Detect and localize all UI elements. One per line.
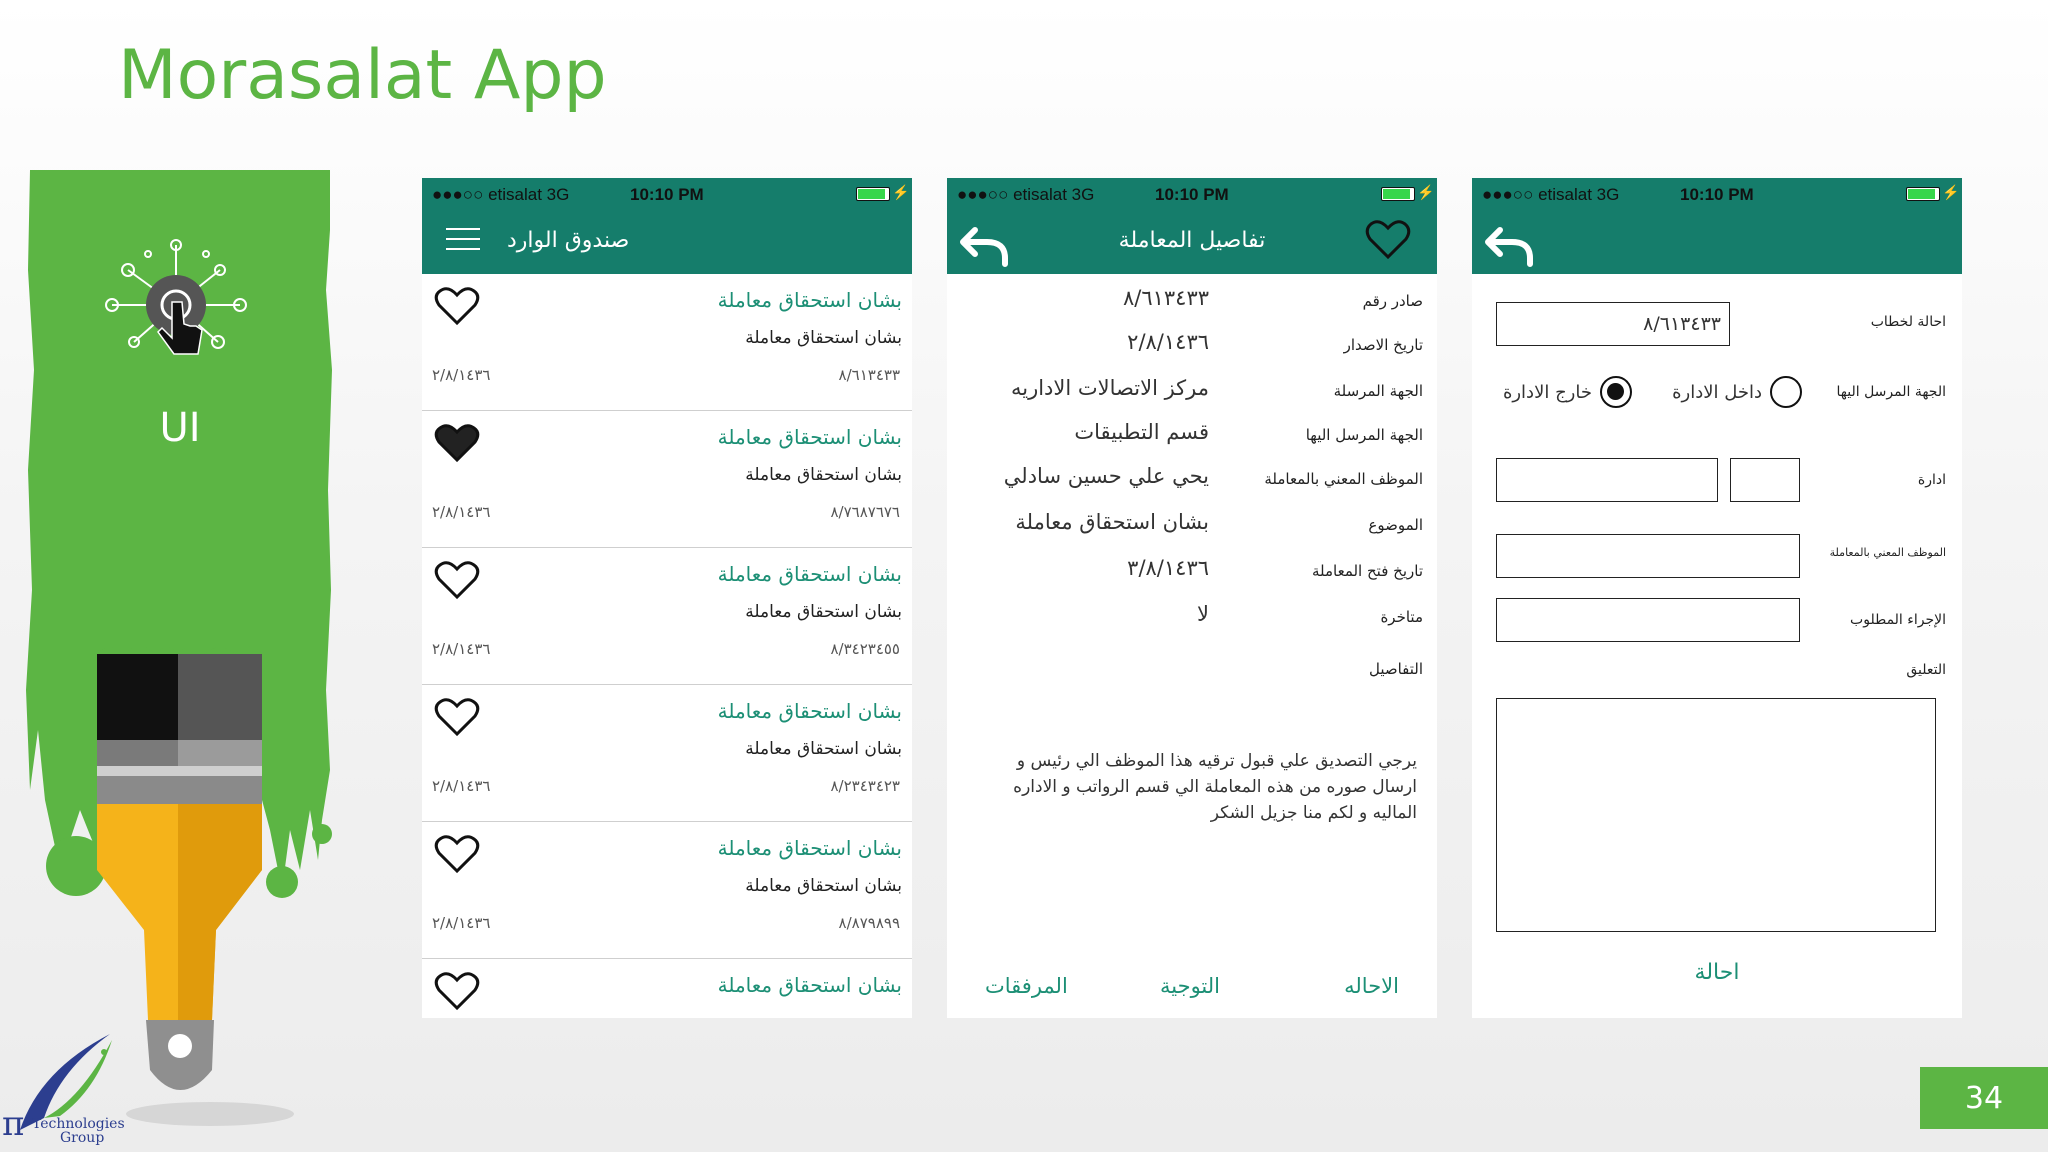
item-number: ٨/٨٧٩٨٩٩ — [838, 914, 900, 932]
detail-value: ٢/٨/١٤٣٦ — [1127, 330, 1209, 354]
inbox-item[interactable] — [422, 274, 912, 411]
item-subject: بشان استحقاق معاملة — [717, 562, 902, 586]
submit-forward-button[interactable]: احالة — [1694, 960, 1740, 985]
inbox-item[interactable] — [422, 822, 912, 959]
detail-row — [947, 374, 1437, 408]
detail-label: صادر رقم — [1362, 292, 1423, 310]
detail-value: بشان استحقاق معاملة — [1015, 510, 1209, 534]
phone-forward-screen — [1472, 178, 1962, 1018]
carrier-label: ●●●○○ etisalat 3G — [957, 185, 1095, 204]
carrier-label: ●●●○○ etisalat 3G — [1482, 185, 1620, 204]
favorite-heart-icon[interactable] — [434, 286, 480, 326]
detail-row — [947, 418, 1437, 452]
forward-to-field[interactable] — [1496, 302, 1730, 346]
detail-label: متاخرة — [1380, 608, 1423, 626]
detail-row — [947, 508, 1437, 542]
action-required-field[interactable] — [1496, 598, 1800, 642]
detail-value: مركز الاتصالات الاداريه — [1010, 376, 1209, 400]
status-bar — [1472, 178, 1962, 208]
touch-network-icon — [98, 230, 254, 370]
phone-inbox-screen — [422, 178, 912, 1018]
status-bar — [947, 178, 1437, 208]
screen-title: صندوق الوارد — [507, 228, 630, 253]
department-label: ادارة — [1917, 472, 1946, 488]
detail-label: الموظف المعني بالمعاملة — [1264, 470, 1423, 488]
item-date: ٢/٨/١٤٣٦ — [432, 503, 491, 521]
item-date: ٢/٨/١٤٣٦ — [432, 777, 491, 795]
employee-label: الموظف المعني بالمعاملة — [1829, 546, 1946, 559]
page-number: 34 — [1920, 1067, 2048, 1129]
inbox-item[interactable] — [422, 411, 912, 548]
detail-value: لا — [1197, 602, 1209, 626]
detail-label: الجهة المرسل اليها — [1305, 426, 1423, 444]
detail-row — [947, 652, 1437, 686]
attachments-button[interactable]: المرفقات — [985, 974, 1068, 998]
comment-textarea[interactable] — [1496, 698, 1936, 932]
detail-value: ٨/٦١٣٤٣٣ — [1122, 286, 1209, 310]
radio-outside-label: خارج الادارة — [1502, 381, 1592, 403]
item-subject: بشان استحقاق معاملة — [717, 973, 902, 997]
detail-value: ٣/٨/١٤٣٦ — [1127, 556, 1209, 580]
section-label: UI — [159, 405, 201, 451]
favorite-heart-icon[interactable] — [434, 971, 480, 1011]
item-subtitle: بشان استحقاق معاملة — [745, 876, 902, 896]
radio-inside-label: داخل الادارة — [1672, 381, 1762, 403]
menu-icon[interactable] — [446, 228, 480, 254]
favorite-heart-icon[interactable] — [1365, 218, 1411, 260]
brand-pi-symbol: π — [2, 1104, 25, 1144]
app-header — [1472, 178, 1962, 274]
department-code-field[interactable] — [1730, 458, 1800, 502]
item-date: ٢/٨/١٤٣٦ — [432, 914, 491, 932]
detail-value: يحي علي حسين سادلي — [1003, 464, 1209, 488]
detail-row — [947, 328, 1437, 362]
department-field[interactable] — [1496, 458, 1718, 502]
app-header — [947, 178, 1437, 274]
app-header — [422, 178, 912, 274]
battery-icon: ⚡ — [856, 187, 896, 201]
forward-to-label: احالة لخطاب — [1870, 314, 1946, 330]
comment-label: التعليق — [1906, 662, 1946, 678]
detail-label: التفاصيل — [1368, 660, 1423, 678]
inbox-item[interactable] — [422, 959, 912, 1018]
item-subject: بشان استحقاق معاملة — [717, 836, 902, 860]
inbox-item[interactable] — [422, 685, 912, 822]
brand-text — [32, 1117, 125, 1145]
favorite-heart-icon[interactable] — [434, 834, 480, 874]
radio-outside-department[interactable] — [1503, 375, 1632, 409]
item-subject: بشان استحقاق معاملة — [717, 288, 902, 312]
brand-line-1: Technologies — [32, 1116, 125, 1132]
employee-field[interactable] — [1496, 534, 1800, 578]
back-arrow-icon[interactable] — [1484, 218, 1536, 270]
radio-inside-circle[interactable] — [1770, 376, 1802, 408]
item-number: ٨/٧٦٨٧٦٧٦ — [830, 503, 900, 521]
forward-to-value: ٨/٦١٣٤٣٣ — [1643, 313, 1721, 335]
item-number: ٨/٦١٣٤٣٣ — [838, 366, 900, 384]
direct-button[interactable]: التوجية — [1160, 974, 1220, 998]
item-date: ٢/٨/١٤٣٦ — [432, 640, 491, 658]
item-number: ٨/٣٤٢٣٤٥٥ — [830, 640, 900, 658]
item-subtitle: بشان استحقاق معاملة — [745, 739, 902, 759]
favorite-heart-icon[interactable] — [434, 423, 480, 463]
item-subject: بشان استحقاق معاملة — [717, 699, 902, 723]
status-time: 10:10 PM — [1680, 185, 1754, 204]
action-required-label: الإجراء المطلوب — [1850, 612, 1946, 628]
carrier-label: ●●●○○ etisalat 3G — [432, 185, 570, 204]
detail-label: الموضوع — [1368, 516, 1423, 534]
detail-label: تاريخ الاصدار — [1343, 336, 1423, 354]
item-subject: بشان استحقاق معاملة — [717, 425, 902, 449]
details-body-text: يرجي التصديق علي قبول ترقيه هذا الموظف الي رئيس و ارسال صوره من هذه المعاملة الي قسم الرواتب و الاداره الماليه و لكم منا جزيل الشكر — [1013, 751, 1417, 823]
brand-line-2: Group — [60, 1130, 105, 1146]
radio-outside-circle[interactable] — [1600, 376, 1632, 408]
status-time: 10:10 PM — [1155, 185, 1229, 204]
status-time: 10:10 PM — [630, 185, 704, 204]
favorite-heart-icon[interactable] — [434, 560, 480, 600]
recipient-label: الجهة المرسل اليها — [1836, 384, 1946, 400]
phone-details-screen — [947, 178, 1437, 1018]
detail-label: تاريخ فتح المعاملة — [1311, 562, 1423, 580]
item-subtitle: بشان استحقاق معاملة — [745, 465, 902, 485]
item-subtitle: بشان استحقاق معاملة — [745, 602, 902, 622]
detail-row — [947, 600, 1437, 634]
item-date: ٢/٨/١٤٣٦ — [432, 366, 491, 384]
detail-value: قسم التطبيقات — [1074, 420, 1209, 444]
detail-row — [947, 284, 1437, 318]
detail-row — [947, 462, 1437, 496]
forward-button[interactable]: الاحاله — [1344, 974, 1399, 998]
item-number: ٨/٢٣٤٣٤٢٣ — [830, 777, 900, 795]
details-actions — [947, 974, 1437, 1010]
battery-icon: ⚡ — [1381, 187, 1421, 201]
detail-label: الجهة المرسلة — [1333, 382, 1423, 400]
favorite-heart-icon[interactable] — [434, 697, 480, 737]
inbox-list — [422, 274, 912, 1018]
detail-row — [947, 554, 1437, 588]
screen-title: تفاصيل المعاملة — [1118, 228, 1266, 253]
battery-icon: ⚡ — [1906, 187, 1946, 201]
radio-inside-department[interactable] — [1672, 375, 1802, 409]
item-subtitle: بشان استحقاق معاملة — [745, 328, 902, 348]
status-bar — [422, 178, 912, 208]
slide-title: Morasalat App — [118, 36, 607, 115]
inbox-item[interactable] — [422, 548, 912, 685]
